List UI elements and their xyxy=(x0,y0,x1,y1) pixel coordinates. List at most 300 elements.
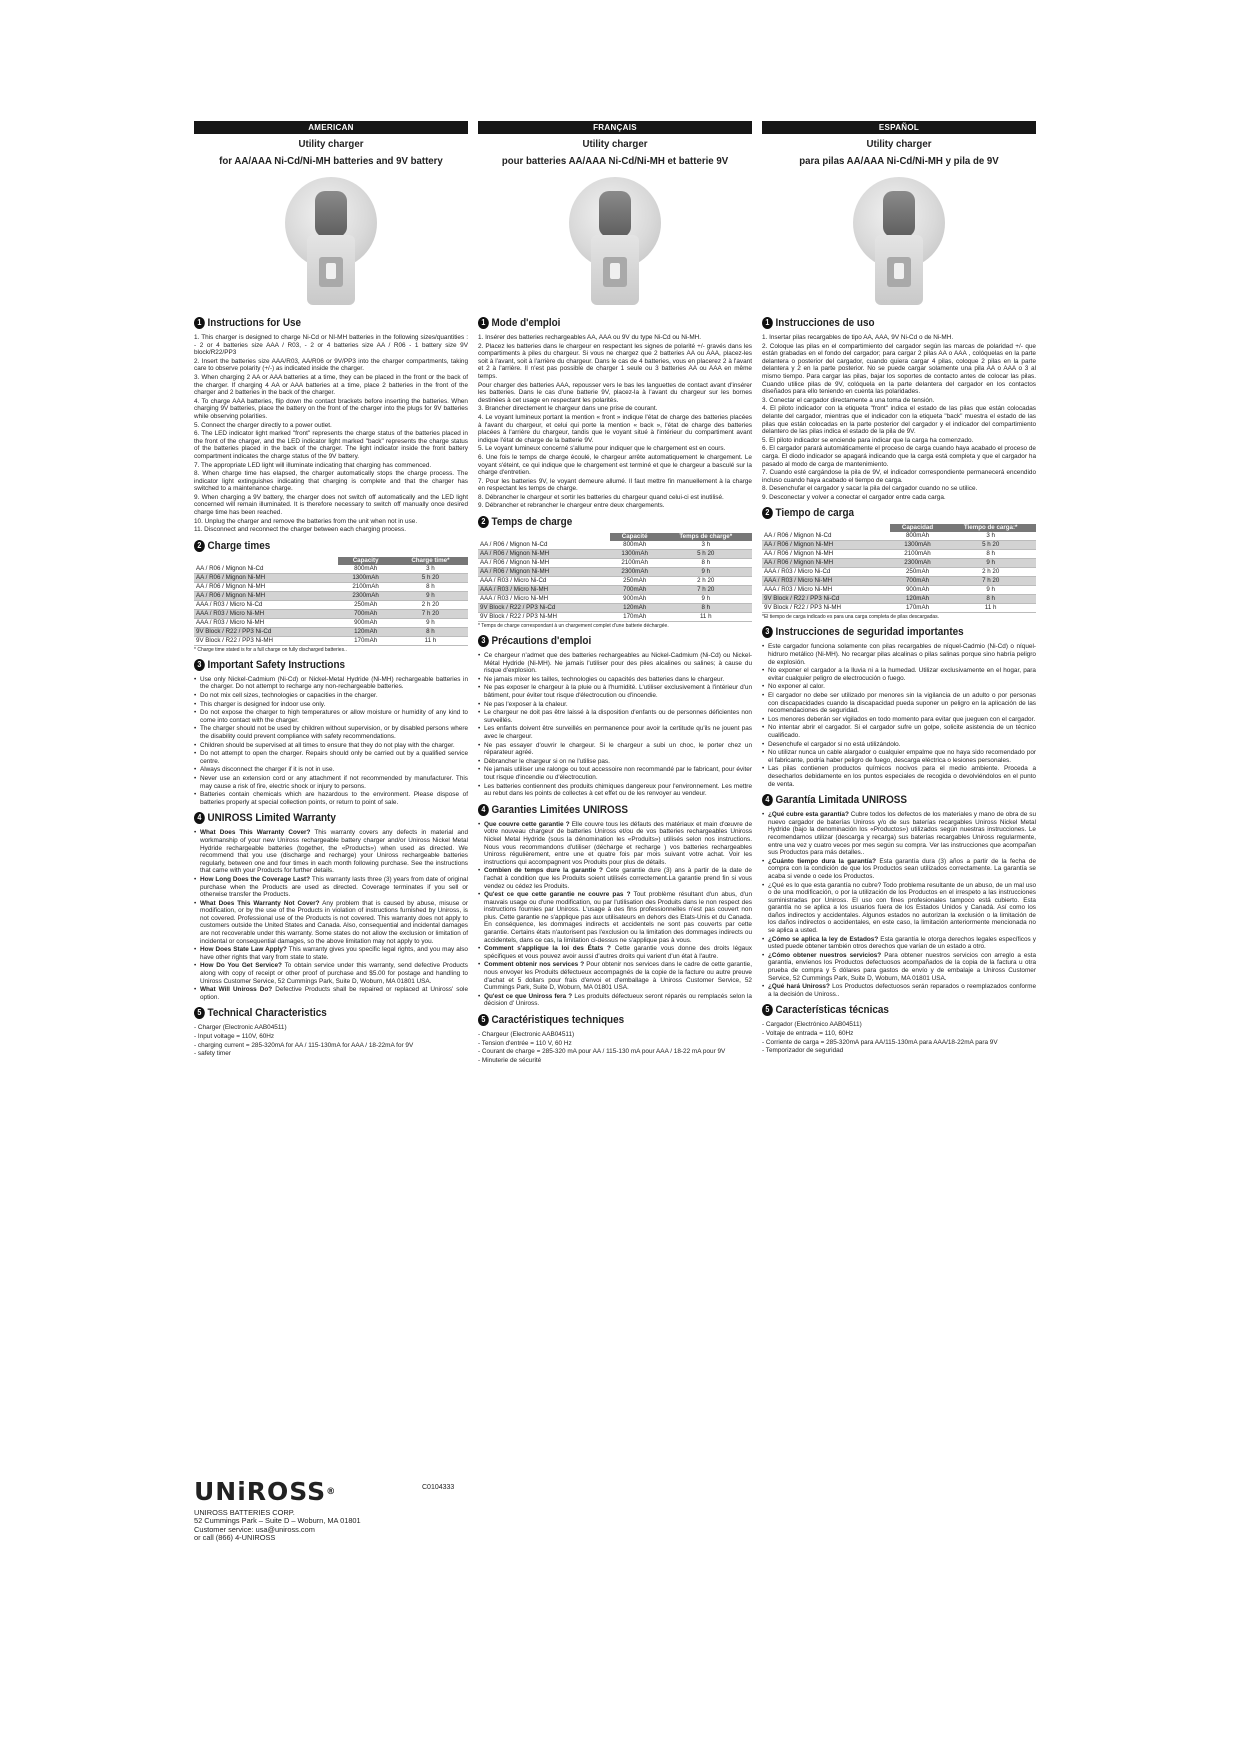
warranty-item xyxy=(478,961,752,991)
safety-item: • Les batteries contiennent des produits chimiques dangereux pour l'environnement. Les mettre au rebut dans les points de collectes à cet effet ou de les renvoyer au vendeur. xyxy=(478,783,752,798)
safety-item: • No utilizar nunca un cable alargador o cualquier empalme que no haya sido recomendado por el fabricante, podría haber peligro de fuego, descarga eléctrica o lesiones personales. xyxy=(762,749,1036,764)
table-header-capacity: Capacité xyxy=(610,533,660,541)
table-row xyxy=(478,568,752,577)
charge-time: 5 h 20 xyxy=(659,550,752,559)
safety-item: • Ne pas exposer le chargeur à la pluie ou à l'humidité. L'utiliser exclusivement à l'intérieur d'un bâtiment, pour éviter tout risque d'électrocution ou d'incendie. xyxy=(478,684,752,699)
warranty-question: How Do You Get Service? xyxy=(200,962,282,970)
instruction-step: 7. Pour les batteries 9V, le voyant demeure allumé. Il faut mettre fin manuellement à la charge en respectant les temps de charge. xyxy=(478,477,752,493)
section-title: Précautions d'emploi xyxy=(491,635,592,648)
column-american xyxy=(194,121,468,1059)
instruction-step: 8. Desenchufar el cargador y sacar la pila del cargador cuando no se utilice. xyxy=(762,485,978,493)
section-heading xyxy=(762,317,1009,330)
section-title: Instrucciones de uso xyxy=(775,317,875,329)
section-heading xyxy=(478,1014,725,1027)
warranty-item xyxy=(762,983,1036,998)
battery-type: 9V Block / R22 / PP3 Ni-Cd xyxy=(194,627,338,636)
charge-time: 2 h 20 xyxy=(659,577,752,586)
battery-type: AAA / R03 / Micro Ni-MH xyxy=(762,586,890,595)
charge-time: 11 h xyxy=(659,613,752,622)
instruction-step: Pour charger des batteries AAA, repousser vers le bas les languettes de contact avant d'insérer les batteries. Dans le cas d'une batterie 9V, placez-la à l'avant du chargeur sur les bornes destinées à cet usage en respectant les polarités. xyxy=(478,381,752,404)
battery-type: AA / R06 / Mignon Ni-MH xyxy=(478,559,610,568)
charger-photo-part xyxy=(883,191,915,237)
battery-capacity: 2300mAh xyxy=(338,591,392,600)
table-row xyxy=(478,541,752,550)
battery-capacity: 170mAh xyxy=(890,604,946,613)
charge-time: 8 h xyxy=(393,627,468,636)
technical-line: - Courant de charge = 285-320 mA pour AA / 115-130 mA pour AAA / 18-22 mA pour 9V xyxy=(478,1048,726,1056)
charge-time: 7 h 20 xyxy=(659,586,752,595)
section-number: 1 xyxy=(194,317,205,329)
warranty-answer: To obtain service under this warranty, send defective Products along with copy of receipt or other proof of purchase and $5.00 for postage and handling to Uniross Customer Service, 52 Cummings Park, Suite D, Woburn, MA 01801 USA. xyxy=(200,962,468,985)
section-heading xyxy=(762,626,1009,639)
safety-list xyxy=(478,652,752,798)
warranty-question: ¿Qué hará Uniross? xyxy=(768,983,830,991)
warranty-item xyxy=(478,867,752,890)
battery-type: AA / R06 / Mignon Ni-Cd xyxy=(762,532,890,541)
safety-item: • Never use an extension cord or any attachment if not recommended by manufacturer. This may cause a risk of fire, electric shock or injury to persons. xyxy=(194,775,468,790)
battery-type: AAA / R03 / Micro Ni-MH xyxy=(478,586,610,595)
charge-time: 9 h xyxy=(945,559,1036,568)
instruction-step: 9. Desconectar y volver a conectar el cargador entre cada carga. xyxy=(762,493,946,501)
table-row xyxy=(478,550,752,559)
warranty-question: Comment obtenir nos services ? xyxy=(484,961,585,969)
section-number: 2 xyxy=(762,507,773,519)
technical-line: - Input voltage = 110V, 60Hz xyxy=(194,1033,275,1040)
section-title: UNIROSS Limited Warranty xyxy=(207,812,336,825)
charge-times-table xyxy=(478,533,752,622)
table-header-type xyxy=(194,557,338,565)
section-heading xyxy=(762,507,1009,520)
battery-type: AA / R06 / Mignon Ni-MH xyxy=(194,591,338,600)
table-row xyxy=(762,586,1036,595)
section-title: Charge times xyxy=(207,539,271,552)
product-subtitle: pour batteries AA/AAA Ni-Cd/Ni-MH et batterie 9V xyxy=(501,155,729,167)
battery-type: AA / R06 / Mignon Ni-Cd xyxy=(478,541,610,550)
table-row xyxy=(762,568,1036,577)
warranty-question: How Does State Law Apply? xyxy=(200,946,287,954)
product-subtitle: para pilas AA/AAA Ni-Cd/Ni-MH y pila de 9V xyxy=(799,155,999,167)
section-title: Important Safety Instructions xyxy=(207,658,346,671)
table-row xyxy=(194,600,468,609)
charger-photo-part xyxy=(326,263,336,279)
battery-type: AA / R06 / Mignon Ni-Cd xyxy=(194,565,338,574)
section-title: Temps de charge xyxy=(491,516,573,529)
battery-type: AAA / R03 / Micro Ni-Cd xyxy=(478,577,610,586)
table-row xyxy=(194,627,468,636)
battery-capacity: 2100mAh xyxy=(338,582,392,591)
safety-item: • Use only Nickel-Cadmium (Ni-Cd) or Nickel-Metal Hydride (Ni-MH) rechargeable batteries in the charger. Do not attempt to recharge any non-rechargeable batteries. xyxy=(194,676,468,691)
warranty-question: Qu'est ce que cette garantie ne couvre pas ? xyxy=(484,891,631,899)
charge-time: 7 h 20 xyxy=(945,577,1036,586)
technical-list xyxy=(478,1031,752,1064)
battery-capacity: 170mAh xyxy=(610,613,660,622)
document-code: C0104333 xyxy=(422,1484,455,1491)
warranty-item xyxy=(194,946,468,961)
technical-line: - Cargador (Electrónico AAB04511) xyxy=(762,1021,862,1029)
table-header-time: Temps de charge* xyxy=(659,533,752,541)
language-bar: ESPAÑOL xyxy=(762,121,1036,134)
safety-item: • Do not attempt to open the charger. Repairs should only be carried out by a qualified service centre. xyxy=(194,750,468,765)
warranty-question: What Does This Warranty Cover? xyxy=(200,829,311,837)
section-heading xyxy=(194,1007,441,1020)
battery-capacity: 700mAh xyxy=(890,577,946,586)
table-row xyxy=(762,559,1036,568)
table-header-capacity: Capacity xyxy=(338,557,392,565)
table-header-type xyxy=(762,524,890,532)
table-row xyxy=(194,636,468,645)
safety-item: • Children should be supervised at all times to ensure that they do not play with the charger. xyxy=(194,742,468,750)
instruction-step: 4. To charge AAA batteries, flip down the contact brackets before inserting the batteries. When charging 9V batteries, place the battery on the front of the charger into the plugs for 9V batteries while observing polarities. xyxy=(194,397,468,420)
warranty-answer: This warranty covers any defects in material and workmanship of your new Uniross rechargeable battery charger and/or Uniross Nickel Metal Hydride rechargeable batteries (together, the «Products») when used as directed. We recommend that you use (discharge and recharge) your Uniross rechargeable batteries regularly, between one and four times in each month following purchase. See the instructions that came with your Products for further details. xyxy=(200,829,468,875)
section-title: Instrucciones de seguridad importantes xyxy=(775,626,964,639)
language-bar: AMERICAN xyxy=(194,121,468,134)
warranty-question: Combien de temps dure la garantie ? xyxy=(484,867,603,875)
instruction-step: 2. Insert the batteries size AAA/R03, AA/R06 or 9V/PP3 into the charger compartments, taking care to observe polarity (+/-) as indicated inside the charger. xyxy=(194,357,468,373)
product-subtitle: for AA/AAA Ni-Cd/Ni-MH batteries and 9V battery xyxy=(219,155,443,167)
column-espanol xyxy=(762,121,1036,1056)
warranty-question: ¿Cómo se aplica la ley de Estados? xyxy=(768,935,879,943)
technical-line: - Voltaje de entrada = 110, 60Hz xyxy=(762,1030,854,1037)
address-line: 52 Cummings Park – Suite D – Woburn, MA 01801 xyxy=(194,1516,361,1526)
charge-time: 5 h 20 xyxy=(945,541,1036,550)
charge-time: 8 h xyxy=(659,559,752,568)
technical-line: - Temporizador de seguridad xyxy=(762,1047,844,1055)
battery-capacity: 1300mAh xyxy=(610,550,660,559)
safety-item: • The charger should not be used by children without supervision, or by disabled persons where the disability could prevent compliance with safety recommendations. xyxy=(194,725,468,740)
instruction-step: 4. El piloto indicador con la etiqueta "front" indica el estado de las pilas que están colocadas delante del cargador, mientras que el indicador con la etiqueta "back" muestra el estado de las pilas que están colocadas en la parte posterior del cargador y el indicador del compartimiento delantero de las pilas indica el estado de la pila de 9V. xyxy=(762,405,1036,436)
charge-time: 9 h xyxy=(945,586,1036,595)
instruction-step: 1. This charger is designed to charge Ni-Cd or NI-MH batteries in the following sizes/quantities : - 2 or 4 batteries size AAA / R03, - 2 or 4 batteries size AA / R06 - 1 battery size 9V block/R22/PP3 xyxy=(194,334,468,357)
instruction-step: 10. Unplug the charger and remove the batteries from the unit when not in use. xyxy=(194,517,418,525)
instruction-step: 7. Cuando esté cargándose la pila de 9V, el indicador correspondiente permanecerá encendido incluso cuando haya acabado el tiempo de carga. xyxy=(762,469,1036,484)
table-row xyxy=(194,565,468,574)
technical-line: - safety timer xyxy=(194,1050,231,1058)
table-header-type xyxy=(478,533,610,541)
technical-line: - Charger (Electronic AAB04511) xyxy=(194,1024,287,1032)
instruction-step: 1. Insertar pilas recargables de tipo AA, AAA, 9V Ni-Cd o de Ni-MH. xyxy=(762,334,954,341)
section-number: 2 xyxy=(478,516,489,528)
table-row xyxy=(762,577,1036,586)
section-number: 5 xyxy=(194,1007,205,1019)
table-row xyxy=(478,595,752,604)
footer xyxy=(194,1478,494,1543)
instruction-step: 9. Débrancher et rebrancher le chargeur entre deux chargements. xyxy=(478,502,665,510)
warranty-item xyxy=(478,891,752,944)
language-bar: FRANÇAIS xyxy=(478,121,752,134)
safety-item: • Las pilas contienen productos químicos nocivos para el medio ambiente. Proceda a desecharlos debidamente en los puntos especiales de recogida o devolviéndolos en el punto de venta. xyxy=(762,765,1036,788)
table-note: *El tiempo de carga indicado es para una carga completa de pilas descargadas. xyxy=(762,614,940,621)
section-heading xyxy=(194,812,441,825)
section-number: 5 xyxy=(478,1014,489,1026)
instruction-step: 2. Placez les batteries dans le chargeur en respectant les signes de polarité +/- gravés dans les compartiments à piles du chargeur. Si vous ne chargez que 2 batteries AA ou AAA, placez-les soit à l'avant, soit à l'arrière du chargeur. Dans le cas de 4 batteries, vous en placerez 2 à l'avant et 2 à l'arrière. Il n'est pas possible de charger 1 seule ou 3 batteries AA ou AAA en même temps. xyxy=(478,342,752,380)
safety-item: • Los menores deberán ser vigilados en todo momento para evitar que jueguen con el cargador. xyxy=(762,716,1036,724)
section-heading xyxy=(478,516,725,529)
instruction-step: 6. Une fois le temps de charge écoulé, le chargeur arrête automatiquement le chargement. Le voyant s'éteint, ce qui indique que le chargement est terminé et que le chargeur a basculé sur la charge d'entretien. xyxy=(478,453,752,477)
battery-type: AAA / R03 / Micro Ni-MH xyxy=(194,609,338,618)
charger-photo xyxy=(285,177,377,305)
warranty-answer: Los Productos defectuosos serán reparados o reemplazados conforme a la decisión de Uniross.. xyxy=(768,983,1036,998)
battery-type: AAA / R03 / Micro Ni-MH xyxy=(478,595,610,604)
charge-time: 11 h xyxy=(393,636,468,645)
section-number: 5 xyxy=(762,1004,773,1016)
battery-type: AAA / R03 / Micro Ni-Cd xyxy=(762,568,890,577)
battery-capacity: 700mAh xyxy=(610,586,660,595)
table-row xyxy=(194,591,468,600)
instruction-step: 6. El cargador parará automáticamente el proceso de carga cuando haya acabado el proceso de carga. El diodo indicador se apagará indicando que la carga está completa y que el cargador ha pasado al modo de carga de mantenimiento. xyxy=(762,445,1036,468)
warranty-item xyxy=(478,945,752,960)
warranty-item xyxy=(762,936,1036,951)
safety-list xyxy=(194,676,468,807)
safety-item: • Do not expose the charger to high temperatures or allow moisture or humidity of any kind to come into contact with the charger. xyxy=(194,709,468,724)
charge-time: 9 h xyxy=(393,618,468,627)
safety-item: • This charger is designed for indoor use only. xyxy=(194,701,468,709)
address-line: or call (866) 4-UNIROSS xyxy=(194,1533,276,1543)
safety-item: • Ce chargeur n'admet que des batteries rechargeables au Nickel-Cadmium (Ni-Cd) ou Nickel-Métal Hydride (Ni-MH). Ne jamais l'utiliser pour des piles alcalines ou salines; à cause du risque d'explosion. xyxy=(478,652,752,675)
section-title: Caractéristiques techniques xyxy=(491,1014,625,1026)
section-number: 4 xyxy=(762,794,773,806)
safety-item: • Débrancher le chargeur si on ne l'utilise pas. xyxy=(478,758,752,766)
product-title: Utility charger xyxy=(582,138,648,150)
battery-capacity: 800mAh xyxy=(890,532,946,541)
table-row xyxy=(194,573,468,582)
battery-type: AA / R06 / Mignon Ni-MH xyxy=(478,550,610,559)
table-row xyxy=(194,618,468,627)
warranty-answer: Esta garantía dura (3) años a partir de la fecha de compra con la condición de que los Productos sean utilizados correctamente. La garantía se acaba si vende o cede los Productos. xyxy=(768,857,1037,880)
battery-type: 9V Block / R22 / PP3 Ni-Cd xyxy=(762,595,890,604)
warranty-item xyxy=(194,900,468,946)
battery-capacity: 900mAh xyxy=(338,618,392,627)
charge-time: 8 h xyxy=(659,604,752,613)
battery-capacity: 1300mAh xyxy=(890,541,946,550)
safety-item: • Ne pas essayer d'ouvrir le chargeur. Si le chargeur a subi un choc, le porter chez un réparateur agréé. xyxy=(478,742,752,757)
address-line: UNIROSS BATTERIES CORP. xyxy=(194,1508,295,1517)
warranty-answer: Tout problème résultant d'un abus, d'un mauvais usage ou d'une modification, ou par l'utilisation des Produits dans le non respect des instructions fournies par Uniross. L'usage à des fins professionnelles n'est pas couvert non plus. Cette garantie ne s'applique pas aux utilisateurs en dehors des Etats-Unis et du Canada. En conséquence, les dommages indirects et accidentels ne sont pas couverts par cette garantie. Certains états n'autorisent pas l'exclusion ou la limitation des dommages indirects ou accidentels, dans ce cas, la limitation ci-dessus ne s'applique pas à vous. xyxy=(484,891,753,944)
section-number: 4 xyxy=(194,812,205,824)
warranty-answer: This warranty lasts three (3) years from date of original purchase when the Products are used as directed. Coverage terminates if you sell or otherwise transfer the Products. xyxy=(200,875,468,899)
safety-item: • Batteries contain chemicals which are hazardous to the environment. Please dispose of batteries properly at special collection points, or return to point of sale. xyxy=(194,791,468,806)
battery-capacity: 2100mAh xyxy=(610,559,660,568)
technical-line: - Chargeur (Electronic AAB04511) xyxy=(478,1031,575,1038)
section-heading xyxy=(478,804,725,817)
technical-line: - Corriente de carga = 285-320mA para AA/115-130mA para AAA/18-22mA para 9V xyxy=(762,1038,998,1046)
instruction-step: 3. Conectar el cargador directamente a una toma de tensión. xyxy=(762,396,935,404)
table-header-time: Tiempo de carga:* xyxy=(945,524,1036,532)
warranty-list xyxy=(762,811,1036,998)
charger-photo-part xyxy=(315,191,347,237)
address-line: Customer service: usa@uniross.com xyxy=(194,1524,315,1534)
technical-list xyxy=(762,1021,1036,1054)
table-row xyxy=(478,604,752,613)
warranty-item xyxy=(194,962,468,985)
section-title: Garantía Limitada UNIROSS xyxy=(775,794,907,807)
section-title: Mode d'emploi xyxy=(491,317,561,329)
safety-item: • Ne pas l'exposer à la chaleur. xyxy=(478,701,752,709)
warranty-answer: Pour obtenir nos services dans le cadre de cette garantie, nous envoyer les Produits défectueux accompagnés de la copie de la facture ou autre preuve d'achat et 5 dollars pour frais d'envoi et d'emballage à Uniross Customer Service, 52 Cummings Park, Suite D, Woburn, MA 01801 USA. xyxy=(484,961,752,992)
battery-type: AAA / R03 / Micro Ni-MH xyxy=(194,618,338,627)
warranty-answer: Cette garantie vous donne des droits légaux spécifiques et vous pouvez avoir aussi d'autres droits qui varient d'un état à l'autre. xyxy=(484,945,752,960)
warranty-item xyxy=(194,876,468,899)
table-row xyxy=(762,541,1036,550)
section-number: 1 xyxy=(478,317,489,329)
instruction-step: 5. Connect the charger directly to a power outlet. xyxy=(194,421,332,429)
safety-item: • No exponer al calor. xyxy=(762,683,1036,691)
warranty-question: ¿Cuánto tiempo dura la garantía? xyxy=(768,857,877,865)
charge-time: 8 h xyxy=(945,595,1036,604)
charger-photo xyxy=(853,177,945,305)
safety-item: • Ne jamais mixer les tailles, technologies ou capacités des batteries dans le chargeur. xyxy=(478,676,752,684)
warranty-answer: Les produits défectueux seront réparés ou remplacés selon la décision d' Uniross. xyxy=(484,992,752,1008)
table-row xyxy=(478,613,752,622)
table-row xyxy=(762,595,1036,604)
battery-type: AA / R06 / Mignon Ni-MH xyxy=(762,559,890,568)
battery-capacity: 120mAh xyxy=(338,627,392,636)
table-note: * Temps de charge correspondant à un chargement complet d'une batterie déchargée. xyxy=(478,623,669,630)
table-row xyxy=(478,559,752,568)
section-number: 3 xyxy=(762,626,773,638)
battery-capacity: 800mAh xyxy=(338,565,392,574)
warranty-list xyxy=(478,821,752,1008)
section-heading xyxy=(762,794,1009,807)
table-row xyxy=(762,604,1036,613)
warranty-question: How Long Does the Coverage Last? xyxy=(200,875,311,883)
safety-list xyxy=(762,643,1036,788)
warranty-answer: Cete garantie dure (3) ans à partir de la date de l'achat à condition que les Produits soient utilisés correctement.La garantie prend fin si vous vendez ou cédez les Produits. xyxy=(484,867,752,890)
charge-time: 7 h 20 xyxy=(393,609,468,618)
section-heading xyxy=(194,317,441,330)
battery-capacity: 700mAh xyxy=(338,609,392,618)
battery-capacity: 250mAh xyxy=(610,577,660,586)
instruction-step: 8. Débrancher le chargeur et sortir les batteries du chargeur quand celui-ci est inutilisé. xyxy=(478,493,724,501)
warranty-answer: Elle couvre tous les défauts des matériaux et main d'œuvre de votre nouveau chargeur de batteries Uniross et/ou de vos batteries rechargeables Uniross Nickel Metal Hydride (sous la dénomination les «Produits») utilisés selon nos instructions. Nous vous recommandons d'utiliser (décharge et recharge ) vos batteries rechargeables Uniross régulièrement, entre une et quatre fois par mois suivant votre achat. Voir les instructions qui accompagnent vos Produits pour plus de détails. xyxy=(484,820,752,866)
battery-capacity: 250mAh xyxy=(890,568,946,577)
battery-type: 9V Block / R22 / PP3 Ni-MH xyxy=(478,613,610,622)
charge-time: 8 h xyxy=(393,582,468,591)
charge-time: 8 h xyxy=(945,550,1036,559)
charger-photo xyxy=(569,177,661,305)
warranty-question: Qu'est ce que Uniross fera ? xyxy=(484,992,573,1000)
safety-item: • Do not mix cell sizes, technologies or capacities in the charger. xyxy=(194,692,468,700)
battery-capacity: 250mAh xyxy=(338,600,392,609)
section-number: 3 xyxy=(194,659,205,671)
instruction-step: 5. El piloto indicador se enciende para indicar que la carga ha comenzado. xyxy=(762,436,974,444)
section-title: Technical Characteristics xyxy=(207,1007,327,1020)
battery-capacity: 2100mAh xyxy=(890,550,946,559)
section-number: 2 xyxy=(194,540,205,552)
section-heading xyxy=(194,659,441,672)
section-heading xyxy=(478,635,725,648)
warranty-question: Comment s'applique la loi des États ? xyxy=(484,945,611,953)
section-number: 4 xyxy=(478,804,489,816)
table-note: * Charge time stated is for a full charge on fully discharged batteries.. xyxy=(194,646,347,653)
warranty-answer: Esta garantía le otorga derechos legales específicos y usted puede obtener también otros derechos que varían de un estado a otro. xyxy=(768,935,1036,951)
battery-type: 9V Block / R22 / PP3 Ni-MH xyxy=(762,604,890,613)
charger-photo-part xyxy=(599,191,631,237)
section-title: Garanties Limitées UNIROSS xyxy=(491,803,628,816)
battery-type: 9V Block / R22 / PP3 Ni-Cd xyxy=(478,604,610,613)
warranty-list xyxy=(194,829,468,1001)
warranty-answer: Cubre todos los defectos de los materiales y mano de obra de su nuevo cargador de baterías Uniross y/o de sus baterías recargables Uniross Nickel Metal Hydride (bajo la denominación los «Productos») utilizados según nuestras instrucciones. Le recomendamos utilizar (descarga y recarga) sus baterías recargables Uniross regularmente, entre una vez y cuatro veces por mes según su compra. Ver las instrucciones que acompañan sus Productos para más detalles.. xyxy=(768,811,1036,857)
warranty-answer: Any problem that is caused by abuse, misuse or modification, or by the use of the Products in violation of instructions furnished by Uniross, is not covered. Professional use of the Products is not covered. This warranty does not apply to customers outside the United States and Canada. Also, consequential and incidental damages are not recoverable under this warranty. Some states do not allow the exclusion or limitation of incidental or consequential damages, so the above limitation may not apply to you. xyxy=(200,899,468,945)
table-header-time: Charge time* xyxy=(393,557,468,565)
warranty-question: ¿Qué cubre esta garantía? xyxy=(768,811,849,819)
battery-capacity: 170mAh xyxy=(338,636,392,645)
section-number: 1 xyxy=(762,317,773,329)
instruction-step: 8. When charge time has elapsed, the charger automatically stops the charge process. The indicator light extinguishes indicating that charging is complete and that the charger has switched to a maintenance charge. xyxy=(194,470,468,493)
section-heading xyxy=(762,1004,1009,1017)
table-header-capacity: Capacidad xyxy=(890,524,946,532)
battery-type: AA / R06 / Mignon Ni-MH xyxy=(478,568,610,577)
instruction-step: 2. Coloque las pilas en el compartimiento del cargador según las marcas de polaridad +/- que están grabadas en el fondo del cargador; para cargar 2 pilas AA o AAA , colóquelas en la parte delantera o posterior del cargador, cuando quiera cargar 4 pilas, coloque 2 pilas en la parte delantera y 2 en la parte posterior. No se puede cargar solamente una pila AA o AAA o 3 al mismo tiempo. Para cargar las pilas, bajar los soportes de contacto antes de colocar las pilas. Cuando utilice pilas de 9V, colóquela en la parte delantera del cargador en los contactos diseñados para ello teniendo en cuenta las polaridades. xyxy=(762,342,1036,396)
table-row xyxy=(762,550,1036,559)
technical-line: - charging current = 285-320mA for AA / 115-130mA for AAA / 18-22mA for 9V xyxy=(194,1041,414,1049)
warranty-answer: This warranty gives you specific legal rights, and you may also have other rights that vary from state to state. xyxy=(200,946,468,961)
product-title: Utility charger xyxy=(298,138,364,150)
warranty-answer: Defective Products shall be repaired or replaced at Uniross' sole option. xyxy=(200,986,468,1001)
warranty-item xyxy=(194,986,468,1001)
table-row xyxy=(762,532,1036,541)
warranty-item xyxy=(762,858,1036,881)
charger-photo-part xyxy=(610,263,620,279)
safety-item: • El cargador no debe ser utilizado por menores sin la vigilancia de un adulto o por personas con discapacidades cuando la discapacidad pueda suponer un peligro en la aplicación de las recomendaciones de seguridad. xyxy=(762,692,1036,715)
battery-type: AAA / R03 / Micro Ni-Cd xyxy=(194,600,338,609)
section-number: 3 xyxy=(478,635,489,647)
instruction-step: 7. The appropriate LED light will illuminate indicating that charging has commenced. xyxy=(194,461,432,469)
charge-time: 3 h xyxy=(393,565,468,574)
company-address xyxy=(194,1509,494,1543)
section-title: Tiempo de carga xyxy=(775,507,854,520)
safety-item: • Always disconnect the charger if it is not in use. xyxy=(194,766,468,774)
instruction-step: 4. Le voyant lumineux portant la mention « front » indique l'état de charge des batteries placées à l'avant du chargeur, et celui qui porte la mention « back », l'état de charge des batteries placées à l'arrière du chargeur, tandis que le voyant situé à l'intérieur du compartiment avant indique l'état de charge de la batterie 9V. xyxy=(478,413,752,444)
warranty-item xyxy=(762,811,1036,857)
warranty-answer: ¿Qué es lo que esta garantía no cubre? Todo problema resultante de un abuso, de un mal uso o de una modificación, o por la utilización de los Productos en el irrespeto a las instrucciones suministradas por Uniross. El uso con fines profesionales tampoco está cubierto. Esta garantía no se aplica a los usuarios fuera de los Estados Unidos y Canadá. Así como los daños indirectos y accidentales. Algunos estados no autorizan la exclusión o la limitación de los daños indirectos o accidentales, en este caso, la limitación anteriormente mencionada no se aplica a usted. xyxy=(768,881,1036,935)
charge-times-table xyxy=(194,557,468,646)
warranty-item xyxy=(762,952,1036,982)
safety-item: • Le chargeur ne doit pas être laissé à la disposition d'enfants ou de personnes déficientes non surveillés. xyxy=(478,709,752,724)
technical-list xyxy=(194,1024,468,1057)
battery-type: AA / R06 / Mignon Ni-MH xyxy=(762,541,890,550)
warranty-answer: Para obtener nuestros servicios con arreglo a esta garantía, envíenos los Productos defectuosos acompañados de la copia de la factura u otra prueba de compra y 5 dólares para gastos de envío y de embalaje a Uniross Customer Service, 52 Cummings Park, Suite D, Woburn, MA 01801 USA. xyxy=(768,951,1037,982)
battery-capacity: 1300mAh xyxy=(338,573,392,582)
instruction-step: 5. Le voyant lumineux concerné s'allume pour indiquer que le chargement est en cours. xyxy=(478,445,726,453)
battery-capacity: 120mAh xyxy=(890,595,946,604)
safety-item: • Les enfants doivent être surveillés en permanence pour avoir la certitude qu'ils ne jouent pas avec le chargeur. xyxy=(478,725,752,740)
table-row xyxy=(194,609,468,618)
charge-time: 9 h xyxy=(659,595,752,604)
safety-item: • No intentar abrir el cargador. Si el cargador sufre un golpe, solicite asistencia de un técnico cualificado. xyxy=(762,724,1036,739)
charge-time: 5 h 20 xyxy=(393,573,468,582)
charger-photo-part xyxy=(894,263,904,279)
battery-type: AA / R06 / Mignon Ni-MH xyxy=(762,550,890,559)
warranty-item xyxy=(478,821,752,867)
table-row xyxy=(478,577,752,586)
table-row xyxy=(194,582,468,591)
warranty-question: What Will Uniross Do? xyxy=(200,986,273,994)
charge-time: 9 h xyxy=(659,568,752,577)
column-francais xyxy=(478,121,752,1065)
battery-type: AAA / R03 / Micro Ni-MH xyxy=(762,577,890,586)
warranty-question: What Does This Warranty Not Cover? xyxy=(200,899,320,907)
technical-line: - Tension d'entrée = 110 V, 60 Hz xyxy=(478,1039,572,1047)
section-heading xyxy=(194,540,441,553)
instruction-step: 9. When charging a 9V battery, the charger does not switch off automatically and the LED light concerned will remain illuminated. It is therefore necessary to switch off manually once desired charge time has been reached. xyxy=(194,493,468,517)
battery-capacity: 900mAh xyxy=(890,586,946,595)
warranty-item xyxy=(194,829,468,875)
section-title: Características técnicas xyxy=(775,1004,889,1017)
technical-line: - Minuterie de sécurité xyxy=(478,1056,542,1064)
safety-item: • Este cargador funciona solamente con pilas recargables de níquel-Cadmio (Ni-Cd) o níquel-hidruro metálico (Ni-MH). No recargar pilas alcalinas o pilas salinas porque sino habría peligro de explosión. xyxy=(762,643,1036,666)
instruction-step: 1. Insérer des batteries rechargeables AA, AAA ou 9V du type Ni-Cd ou Ni-MH. xyxy=(478,334,702,341)
warranty-item xyxy=(478,993,752,1008)
